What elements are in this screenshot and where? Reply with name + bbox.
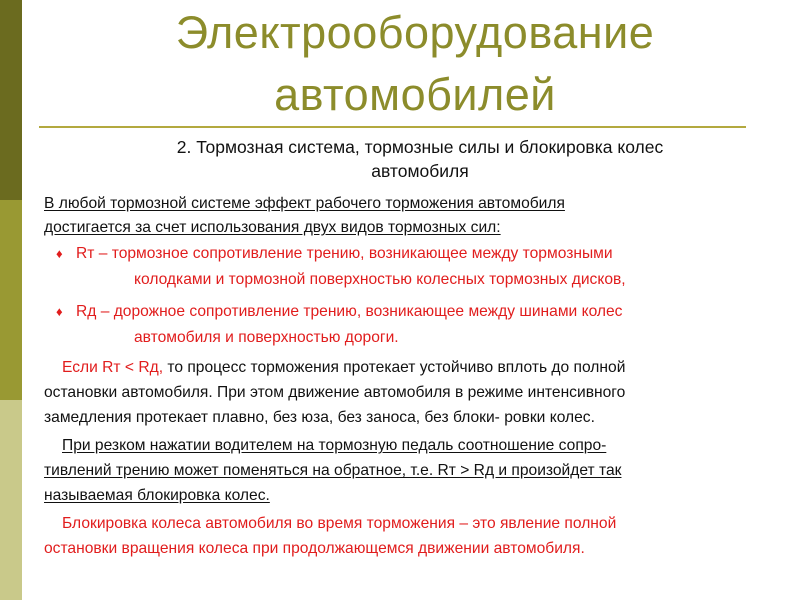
bullet-item-rt-line-1 bbox=[56, 246, 613, 262]
blocking-paragraph-line-3: называемая блокировка колес. bbox=[44, 487, 270, 504]
title-divider bbox=[39, 126, 746, 128]
intro-paragraph-line-1: В любой тормозной системе эффект рабочего торможения автомобиля bbox=[44, 195, 565, 212]
bullet-item-rd-line-2: автомобиля и поверхностью дороги. bbox=[134, 329, 399, 346]
bullet-item-rd-line-1 bbox=[56, 304, 622, 320]
definition-paragraph-line-1: Блокировка колеса автомобиля во время торможения – это явление полной bbox=[62, 515, 617, 532]
decorative-sidebar bbox=[0, 0, 22, 600]
sidebar-band-mid bbox=[0, 200, 22, 400]
sidebar-band-light bbox=[0, 400, 22, 600]
condition-paragraph-line-3: замедления протекает плавно, без юза, без заноса, без блоки- ровки колес. bbox=[44, 409, 595, 426]
bullet-item-rt-line-2: колодками и тормозной поверхностью колесных тормозных дисков, bbox=[134, 271, 626, 288]
sidebar-band-dark bbox=[0, 0, 22, 200]
bullet-text: Rт – тормозное сопротивление трению, возникающее между тормозными bbox=[76, 245, 613, 262]
blocking-paragraph-line-2: тивлений трению может поменяться на обратное, т.е. Rт > Rд и произойдет так bbox=[44, 462, 622, 479]
intro-paragraph-line-2: достигается за счет использования двух видов тормозных сил: bbox=[44, 219, 501, 236]
section-heading-line-2: автомобиля bbox=[371, 161, 469, 181]
condition-lead: Если Rт < Rд, bbox=[62, 359, 164, 376]
bullet-text: Rд – дорожное сопротивление трению, возникающее между шинами колес bbox=[76, 303, 623, 320]
diamond-bullet-icon: ♦ bbox=[56, 246, 63, 261]
condition-rest: то процесс торможения протекает устойчиво вплоть до полной bbox=[163, 359, 626, 376]
diamond-bullet-icon: ♦ bbox=[56, 304, 63, 319]
section-heading-line-1: 2. Тормозная система, тормозные силы и блокировка колес bbox=[176, 137, 664, 157]
condition-paragraph-line-2: остановки автомобиля. При этом движение автомобиля в режиме интенсивного bbox=[44, 384, 626, 401]
definition-paragraph-line-2: остановки вращения колеса при продолжающемся движении автомобиля. bbox=[44, 540, 585, 557]
condition-paragraph-line-1 bbox=[62, 360, 625, 376]
blocking-paragraph-line-1: При резком нажатии водителем на тормозную педаль соотношение сопро- bbox=[62, 437, 607, 454]
slide-title-line-2: автомобилей bbox=[274, 69, 556, 120]
slide-title-line-1: Электрооборудование bbox=[175, 7, 655, 58]
